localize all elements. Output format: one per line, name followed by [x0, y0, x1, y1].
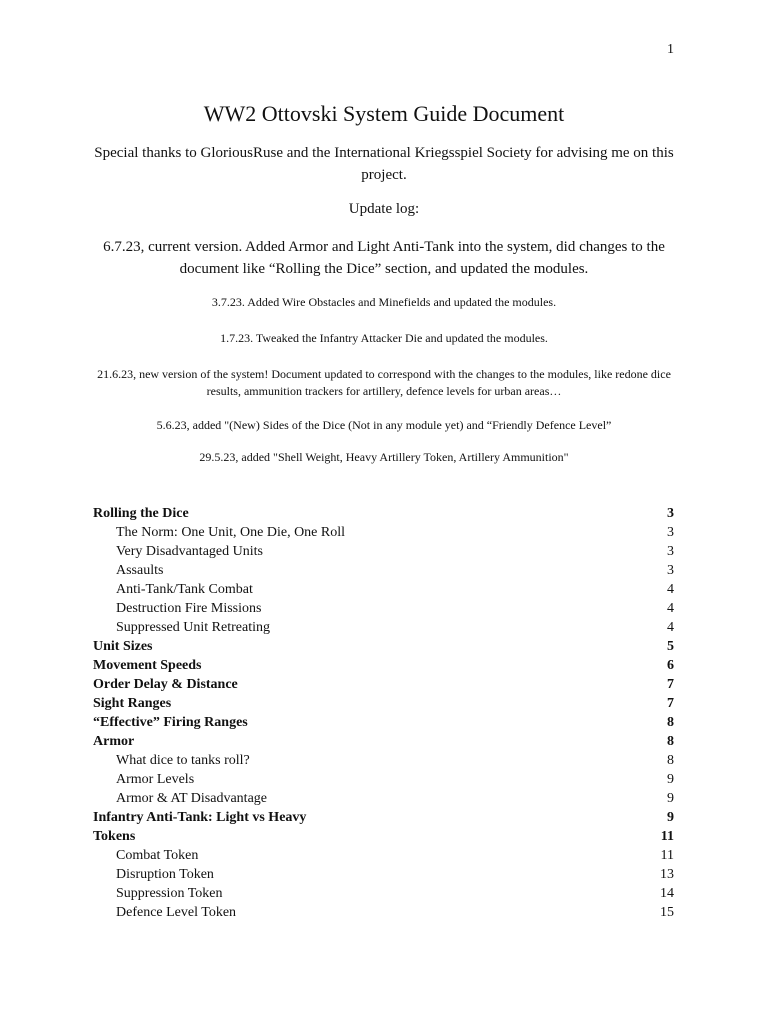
toc-entry-page: 14 — [660, 886, 674, 901]
toc-entry[interactable] — [93, 732, 674, 751]
toc-entry[interactable] — [93, 827, 674, 846]
toc-entry-label: Sight Ranges — [93, 696, 172, 711]
toc-entry-label: Anti-Tank/Tank Combat — [116, 582, 253, 597]
update-log-entry: 21.6.23, new version of the system! Document updated to correspond with the changes to the modules, like redone dice results, ammunition trackers for artillery, defence levels for urban areas… — [97, 367, 671, 398]
toc-entry-label: Defence Level Token — [116, 905, 237, 920]
toc-entry-label: Movement Speeds — [93, 658, 202, 673]
toc-entry-page: 6 — [667, 658, 674, 673]
toc-entry[interactable] — [93, 542, 674, 561]
toc-entry-label: Infantry Anti-Tank: Light vs Heavy — [93, 810, 307, 825]
toc-entry-page: 11 — [660, 829, 674, 844]
toc-entry-label: Combat Token — [116, 848, 199, 863]
toc-entry-page: 8 — [667, 753, 674, 768]
update-log-entry: 1.7.23. Tweaked the Infantry Attacker Die and updated the modules. — [220, 331, 548, 345]
toc-entry-label: Suppression Token — [116, 886, 223, 901]
page-number: 1 — [667, 42, 674, 57]
toc-entry-label: Very Disadvantaged Units — [116, 544, 263, 559]
update-log-heading: Update log: — [348, 201, 420, 217]
toc-entry[interactable] — [93, 713, 674, 732]
update-log-entry: 3.7.23. Added Wire Obstacles and Minefields and updated the modules. — [211, 295, 557, 309]
toc-entry-page: 3 — [667, 563, 674, 578]
toc-entry-label: Destruction Fire Missions — [116, 601, 262, 616]
update-log-entry: 6.7.23, current version. Added Armor and Light Anti-Tank into the system, did changes to the document like “Rolling the Dice” section, and updated the modules. — [103, 239, 665, 277]
toc-entry-label: Suppressed Unit Retreating — [116, 620, 270, 635]
toc-entry-page: 5 — [667, 639, 674, 654]
toc-entry-label: What dice to tanks roll? — [116, 753, 250, 768]
toc-entry[interactable] — [93, 770, 674, 789]
toc-entry-label: Tokens — [93, 829, 136, 844]
toc-entry-page: 9 — [667, 810, 674, 825]
toc-entry-page: 3 — [667, 544, 674, 559]
toc-entry[interactable] — [93, 561, 674, 580]
toc-entry[interactable] — [93, 618, 674, 637]
toc-entry[interactable] — [93, 903, 674, 922]
toc-entry-label: The Norm: One Unit, One Die, One Roll — [116, 525, 346, 540]
toc-entry-page: 3 — [667, 506, 674, 521]
toc-entry-label: Rolling the Dice — [93, 506, 189, 521]
toc-entry-label: Assaults — [116, 563, 164, 578]
toc-entry-label: Unit Sizes — [93, 639, 153, 654]
toc-entry-page: 7 — [667, 677, 674, 692]
toc-entry[interactable] — [93, 865, 674, 884]
toc-entry-label: Order Delay & Distance — [93, 677, 238, 692]
toc-entry-page: 13 — [660, 867, 674, 882]
update-log-entry: 29.5.23, added "Shell Weight, Heavy Artillery Token, Artillery Ammunition" — [199, 450, 569, 464]
toc-entry[interactable] — [93, 808, 674, 827]
toc-entry-page: 7 — [667, 696, 674, 711]
toc-entry-label: Armor Levels — [116, 772, 195, 787]
toc-entry[interactable] — [93, 694, 674, 713]
document-title: WW2 Ottovski System Guide Document — [203, 100, 565, 126]
toc-entry[interactable] — [93, 637, 674, 656]
toc-entry[interactable] — [93, 504, 674, 523]
toc-entry[interactable] — [93, 523, 674, 542]
toc-entry-page: 4 — [667, 601, 674, 616]
toc-entry-label: “Effective” Firing Ranges — [93, 715, 248, 730]
toc-entry[interactable] — [93, 789, 674, 808]
toc-entry-page: 15 — [660, 905, 674, 920]
acknowledgements: Special thanks to GloriousRuse and the International Kriegsspiel Society for advising me on this project. — [94, 145, 674, 183]
toc-entry-page: 9 — [667, 772, 674, 787]
toc-entry-label: Armor — [93, 734, 135, 749]
toc-entry-page: 8 — [667, 734, 674, 749]
toc-entry[interactable] — [93, 675, 674, 694]
toc-entry-label: Disruption Token — [116, 867, 214, 882]
update-log-entry: 5.6.23, added "(New) Sides of the Dice (Not in any module yet) and “Friendly Defence Level” — [156, 418, 612, 432]
toc-entry-page: 8 — [667, 715, 674, 730]
toc-entry[interactable] — [93, 884, 674, 903]
toc-entry-page: 11 — [660, 848, 674, 863]
toc-entry-page: 4 — [667, 582, 674, 597]
toc-entry-page: 3 — [667, 525, 674, 540]
toc-entry-page: 9 — [667, 791, 674, 806]
toc-entry-label: Armor & AT Disadvantage — [116, 791, 267, 806]
toc-entry[interactable] — [93, 751, 674, 770]
toc-entry-page: 4 — [667, 620, 674, 635]
toc-entry[interactable] — [93, 580, 674, 599]
toc-entry[interactable] — [93, 599, 674, 618]
table-of-contents — [93, 504, 674, 922]
toc-entry[interactable] — [93, 846, 674, 865]
toc-entry[interactable] — [93, 656, 674, 675]
